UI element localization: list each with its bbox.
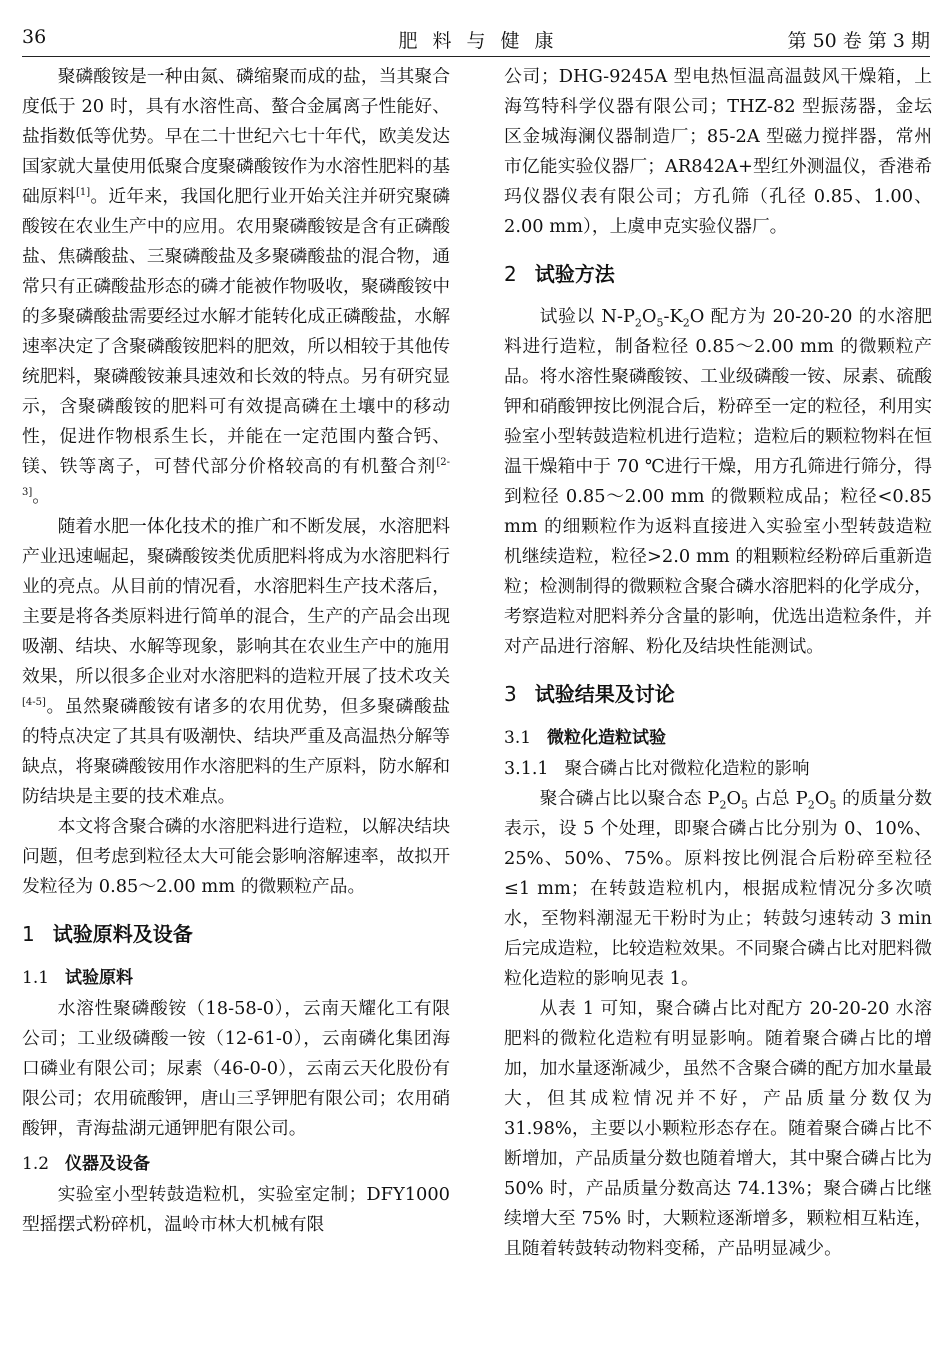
citation-1[interactable]: [1] [75,187,91,199]
citation-4-5[interactable]: [4-5] [22,697,46,709]
journal-title: 肥料与健康 [398,30,569,52]
section-3-1-1-heading: 3.1.1 聚合磷占比对微粒化造粒的影响 [504,759,810,779]
equipment-paragraph-start: 实验室小型转鼓造粒机，实验室定制；DFY1000 型摇摆式粉碎机，温岭市林大机械有限 [22,1184,450,1235]
header-rule [22,56,930,57]
equipment-paragraph-continued: 公司；DHG-9245A 型电热恒温高温鼓风干燥箱，上海笃特科学仪器有限公司；THZ-82 型振荡器，金坛区金城海澜仪器制造厂；85-2A 型磁力搅拌器，常州市亿能实验仪器厂；AR842A+型红外测温仪，香港希玛仪器仪表有限公司；方孔筛（孔径 0.85、1.00、2.00 mm），上虞申克实验仪器厂。 [504,66,932,237]
left-column [22,62,450,1240]
intro-paragraph-1: 聚磷酸铵是一种由氮、磷缩聚而成的盐，当其聚合度低于 20 时，具有水溶性高、螯合金属离子性能好、盐指数低等优势。早在二十世纪六七十年代，欧美发达国家就大量使用低聚合度聚磷酸铵作为水溶性肥料的基础原料[1]。近年来，我国化肥行业开始关注并研究聚磷酸铵在农业生产中的应用。农用聚磷酸铵是含有正磷酸盐、焦磷酸盐、三聚磷酸盐及多聚磷酸盐的混合物，通常只有正磷酸盐形态的磷才能被作物吸收，聚磷酸铵中的多聚磷酸盐需要经过水解才能转化成正磷酸盐，水解速率决定了含聚磷酸铵肥料的肥效，所以相较于其他传统肥料，聚磷酸铵兼具速效和长效的特点。另有研究显示，含聚磷酸铵的肥料可有效提高磷在土壤中的移动性，促进作物根系生长，并能在一定范围内螯合钙、镁、铁等离子，可替代部分价格较高的有机螯合剂[2-3]。 [22,66,450,507]
running-header [22,22,930,52]
intro-paragraph-3: 本文将含聚合磷的水溶肥料进行造粒，以解决结块问题，但考虑到粒径太大可能会影响溶解速率，故拟开发粒径为 0.85～2.00 mm 的微颗粒产品。 [22,816,450,897]
results-paragraph-2: 从表 1 可知，聚合磷占比对配方 20-20-20 水溶肥料的微粒化造粒有明显影响。随着聚合磷占比的增加，加水量逐渐减少，虽然不含聚合磷的配方加水量最大，但其成粒情况并不好，产品质量分数仅为 31.98%，主要以小颗粒形态存在。随着聚合磷占比不断增加，产品质量分数也随着增大，其中聚合磷占比为 50% 时，产品质量分数高达 74.13%；聚合磷占比继续增大至 75% 时，大颗粒逐渐增多，颗粒相互粘连，且随着转鼓转动物料变稀，产品明显减少。 [504,998,932,1259]
section-2-heading: 2 试验方法 [504,262,615,286]
volume-issue: 第 50 卷 第 3 期 [787,30,930,52]
section-1-heading: 1 试验原料及设备 [22,922,193,946]
citation-2-3[interactable]: [2-3] [22,457,450,499]
materials-paragraph: 水溶性聚磷酸铵（18-58-0），云南天耀化工有限公司；工业级磷酸一铵（12-61-0），云南磷化集团海口磷业有限公司；尿素（46-0-0），云南云天化股份有限公司；农用硫酸钾，唐山三孚钾肥有限公司；农用硝酸钾，青海盐湖元通钾肥有限公司。 [22,998,450,1139]
results-paragraph-1: 聚合磷占比以聚合态 $P_2O_5$ 占总 $P_2O_5$ 的质量分数表示，设 5 个处理，即聚合磷占比分别为 0、10%、25%、50%、75%。原料按比例混合后粉碎至粒径≤1 mm；在转鼓造粒机内，根据成粒情况分多次喷水，至物料潮湿无干粉时为止；转鼓匀速转动 3 min 后完成造粒，比较造粒效果。不同聚合磷占比对肥料微粒化造粒的影响见表 1。 [504,788,932,989]
section-3-1-heading: 3.1 微粒化造粒试验 [504,728,667,748]
right-column [504,62,932,1264]
page-number: 36 [22,26,47,48]
section-3-heading: 3 试验结果及讨论 [504,682,675,706]
method-paragraph: 试验以 $N-P_2O_5-K_2O$ 配方为 20-20-20 的水溶肥料进行造粒，制备粒径 0.85～2.00 mm 的微颗粒产品。将水溶性聚磷酸铵、工业级磷酸一铵、尿素、硫酸钾和硝酸钾按比例混合后，粉碎至一定的粒径，利用实验室小型转鼓造粒机进行造粒；造粒后的颗粒物料在恒温干燥箱中于 70 ℃进行干燥，用方孔筛进行筛分，得到粒径 0.85～2.00 mm 的微颗粒成品；粒径<0.85 mm 的细颗粒作为返料直接进入实验室小型转鼓造粒机继续造粒，粒径>2.0 mm 的粗颗粒经粉碎后重新造粒；检测制得的微颗粒含聚合磷水溶肥料的化学成分，考察造粒对肥料养分含量的影响，优选出造粒条件，并对产品进行溶解、粉化及结块性能测试。 [504,306,932,657]
section-1-1-heading: 1.1 试验原料 [22,968,134,988]
intro-paragraph-2: 随着水肥一体化技术的推广和不断发展，水溶肥料产业迅速崛起，聚磷酸铵类优质肥料将成为水溶肥料行业的亮点。从目前的情况看，水溶肥料生产技术落后，主要是将各类原料进行简单的混合，生产的产品会出现吸潮、结块、水解等现象，影响其在农业生产中的施用效果，所以很多企业对水溶肥料的造粒开展了技术攻关[4-5]。虽然聚磷酸铵有诸多的农用优势，但多聚磷酸盐的特点决定了其具有吸潮快、结块严重及高温热分解等缺点，将聚磷酸铵用作水溶肥料的生产原料，防水解和防结块是主要的技术难点。 [22,516,450,807]
section-1-2-heading: 1.2 仪器及设备 [22,1154,151,1174]
